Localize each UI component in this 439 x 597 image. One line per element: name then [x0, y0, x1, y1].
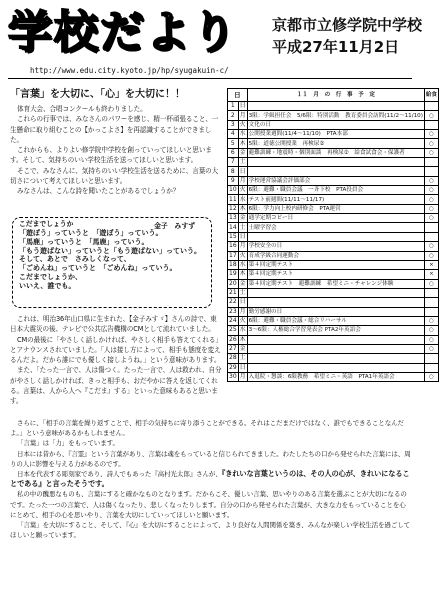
- schedule-lunch: [424, 167, 438, 176]
- schedule-event: [247, 167, 424, 176]
- schedule-day: 12: [229, 204, 237, 212]
- schedule-event: 通学定期コピー日: [247, 214, 424, 223]
- schedule-weekday: 月: [239, 373, 246, 381]
- header-title: １１ 月 の 行 事 予 定: [247, 89, 424, 102]
- schedule-lunch: ×: [424, 270, 438, 279]
- school-url[interactable]: http://www.edu.city.kyoto.jp/hp/syugakuin-c/: [30, 66, 229, 75]
- schedule-weekday: 金: [239, 214, 246, 222]
- schedule-weekday: 木: [239, 139, 246, 147]
- article-top: [10, 88, 222, 197]
- schedule-lunch: ○: [424, 130, 438, 139]
- schedule-lunch: ○: [424, 195, 438, 204]
- schedule-row: [228, 195, 439, 204]
- article-paragraph: 日本には昔から、『言霊』という言葉があり、言葉は魂をもっていると信じられてきました。わたしたちの口から発せられた言葉には、周りの人に影響を与える力があるのです。: [10, 449, 411, 468]
- article-paragraph: 私の中の醜悪なものも、言葉にすると確かなものとなります。だからこそ、優しい言葉、思いやりのある言葉を選ぶことが大切になるのです。たった一つの言葉で、人は傷くなったり、悲しくなったりします。自分の口から発せられた言葉が、大きな力をもっていることを心にとめて、相手の心を思いやり、言葉を大切にしていってほしいと願います。: [10, 490, 407, 519]
- article-paragraph: 体育大会、合唱コンクールも終わりました。: [17, 105, 147, 113]
- schedule-event: 6限：避難・職員会議 一斉下校 PTA役員会: [247, 186, 424, 195]
- schedule-event: 育成学級合同運動会: [247, 251, 424, 260]
- article-paragraph: これは、明治36年山口県に生まれた、【金子みすゞ】さんの詩で、東日本大震災の後、テレビで公共広告機構のCMとして流れていました。: [10, 315, 217, 334]
- header-lunch: 給食: [424, 89, 438, 102]
- schedule-row: [228, 298, 439, 307]
- poem-line: いいえ、誰でも。: [19, 281, 76, 290]
- schedule-row: [228, 363, 439, 372]
- poem-line: 「もう遊ばない」っていうと「もう遊ばない」っていう。: [19, 246, 201, 255]
- sculptor-quote: 『きれいな言葉というのは、その人の心が、きれいになることである』と言ったそうです。: [10, 469, 410, 489]
- poem-line: こだまでしょうか、: [19, 272, 82, 281]
- schedule-event: 第４回定期テスト 避難訓練 希望ミニ・チャレンジ体験: [247, 279, 424, 288]
- schedule-day: 16: [229, 242, 237, 250]
- schedule-row: [228, 130, 439, 139]
- schedule-row: [228, 120, 439, 129]
- schedule-event: 3～6限：人権総合学習発表会 PTA2年英語会: [247, 326, 424, 335]
- schedule-lunch: ○: [424, 344, 438, 353]
- schedule-day: 7: [228, 158, 239, 167]
- schedule-weekday: 水: [239, 130, 246, 138]
- schedule-row: [228, 354, 439, 363]
- schedule-day: 26: [229, 335, 237, 343]
- schedule-event: 公開授業週間(11/4～11/10) PTA本部: [247, 130, 424, 139]
- schedule-day: 8: [228, 167, 239, 176]
- schedule-event: 3限：学級担任会 5/6限：特別活動 教育委員会訪問(11/2～11/10): [248, 112, 423, 119]
- schedule-event: 6限：避難・職員会議・総合リハーサル: [247, 316, 424, 325]
- schedule-row: [228, 335, 439, 344]
- schedule-event: 6限：学力向上校内研修会 PTA運営: [247, 204, 424, 213]
- schedule-weekday: 水: [239, 326, 246, 334]
- schedule-lunch: ○: [424, 279, 438, 288]
- schedule-day: 27: [229, 345, 237, 353]
- schedule-weekday: 水: [239, 261, 246, 269]
- poem-box: [12, 217, 212, 308]
- article-paragraph: さらに、「相手の言葉を繰り返すことで、相手の気持ちに寄り添うことができる。それはこだまだけではなく、誰でもできることなんだよ。」という意味があるかもしれません。: [10, 419, 404, 438]
- schedule-lunch: ×: [424, 260, 438, 269]
- schedule-day: 20: [229, 279, 237, 287]
- schedule-lunch: [424, 232, 438, 241]
- schedule-day: 5: [228, 139, 239, 148]
- schedule-event: 第４回定期テスト: [247, 260, 424, 269]
- schedule-lunch: ○: [424, 335, 438, 344]
- schedule-weekday: 日: [239, 232, 246, 240]
- schedule-weekday: 木: [239, 204, 246, 212]
- schedule-day: 9: [228, 176, 239, 185]
- article-paragraph: 「言葉」は「力」をもっています。: [17, 439, 119, 448]
- schedule-weekday: 日: [239, 363, 246, 371]
- schedule-weekday: 金: [239, 345, 246, 353]
- header-day: 日: [228, 89, 248, 102]
- schedule-header-row: [228, 89, 439, 102]
- schedule-lunch: ○: [424, 204, 438, 213]
- schedule-lunch: ○: [424, 372, 438, 381]
- schedule-weekday: 月: [239, 111, 246, 119]
- schedule-lunch: [424, 223, 438, 232]
- schedule-lunch: ○: [424, 139, 438, 148]
- poem-line: そして、あとで さみしくなって、: [19, 255, 131, 264]
- schedule-lunch: ○: [424, 148, 438, 157]
- schedule-row: [228, 186, 439, 195]
- schedule-body: [228, 102, 439, 382]
- article-bottom: [10, 418, 412, 540]
- article-paragraph: みなさんは、こんな詩を聞いたことがあるでしょうか？: [17, 187, 180, 196]
- poem-title: こだまでしょうか: [19, 220, 74, 228]
- schedule-lunch: ○: [424, 176, 438, 185]
- poem-line: 「ごめんね」っていうと 「ごめんね」っていう。: [19, 264, 177, 273]
- issue-date: 平成27年11月2日: [272, 38, 400, 56]
- schedule-weekday: 土: [239, 223, 246, 231]
- schedule-weekday: 土: [239, 289, 246, 297]
- schedule-day: 29: [229, 363, 237, 371]
- schedule-day: 6: [228, 148, 239, 157]
- schedule-row: [228, 176, 439, 185]
- schedule-day: 14: [229, 223, 237, 231]
- schedule-lunch: [424, 307, 438, 316]
- schedule-weekday: 月: [239, 176, 246, 184]
- schedule-day: 17: [229, 251, 237, 259]
- schedule-weekday: 木: [239, 335, 246, 343]
- schedule-row: [228, 102, 439, 111]
- schedule-lunch: [424, 363, 438, 372]
- schedule-weekday: 金: [239, 148, 246, 156]
- schedule-event: 5限：道徳公開授業 再検尿②: [247, 139, 424, 148]
- schedule-weekday: 土: [239, 158, 246, 166]
- schedule-day: 10: [229, 186, 237, 194]
- schedule-row: [228, 326, 439, 335]
- schedule-row: [228, 214, 439, 223]
- article-paragraph: これらの行事では、みなさんのパワーを感じ、精一杯頑張ること、一生懸命に取り組むことの【かっこよさ】を再認識することができました。: [10, 115, 219, 144]
- header-divider: [8, 78, 412, 79]
- schedule-row: [228, 111, 439, 120]
- schedule-weekday: 火: [239, 120, 246, 128]
- schedule-weekday: 土: [239, 354, 246, 362]
- schedule-event: [247, 298, 424, 307]
- schedule-event: 文化の日: [247, 120, 424, 129]
- schedule-lunch: [424, 120, 438, 129]
- schedule-row: [228, 260, 439, 269]
- schedule-event: 土曜学習会: [247, 223, 424, 232]
- schedule-lunch: [424, 288, 438, 297]
- schedule-lunch: ○: [424, 242, 438, 251]
- schedule-event: 入退院・懇談：6限教務 希望ミニ・英語 PTA1年英語会: [247, 372, 424, 381]
- schedule-day: 18: [229, 261, 237, 269]
- schedule-day: 13: [229, 214, 237, 222]
- schedule-row: [228, 307, 439, 316]
- schedule-weekday: 月: [239, 307, 246, 315]
- article-paragraph: CMの最後に「やさしく話しかければ、やさしく相手も答えてくれる」とアナウンスされていました。「人は接し方によって、相手も態度を変えるんだよ。だから誰にでも優しく接しようね。」という意味があります。: [10, 335, 222, 365]
- schedule-lunch: ○: [424, 326, 438, 335]
- schedule-day: 2: [228, 111, 239, 120]
- schedule-weekday: 木: [239, 270, 246, 278]
- schedule-row: [228, 204, 439, 213]
- schedule-event: [247, 288, 424, 297]
- schedule-day: 28: [229, 354, 237, 362]
- schedule-row: [228, 242, 439, 251]
- schedule-weekday: 火: [239, 251, 246, 259]
- schedule-day: 22: [229, 298, 237, 306]
- schedule-weekday: 金: [239, 279, 246, 287]
- schedule-lunch: [424, 158, 438, 167]
- schedule-event: 第４回定期テスト: [247, 270, 424, 279]
- schedule-lunch: ○: [424, 186, 438, 195]
- schedule-event: [247, 232, 424, 241]
- schedule-day: 11: [229, 195, 237, 203]
- newsletter-title: 学校だより: [8, 7, 238, 58]
- schedule-event: [247, 158, 424, 167]
- schedule-event: [247, 102, 424, 111]
- schedule-event: 学校運営協議会評価部会: [247, 176, 424, 185]
- schedule-lunch: [424, 298, 438, 307]
- schedule-event: 学校安全の日: [247, 242, 424, 251]
- article-middle: [10, 314, 222, 407]
- schedule-day: 23: [229, 307, 237, 315]
- event-schedule-table: [227, 88, 439, 382]
- schedule-lunch: [424, 102, 438, 111]
- schedule-event: テスト前週間(11/11～11/17): [247, 195, 424, 204]
- schedule-event: [247, 363, 424, 372]
- schedule-row: [228, 279, 439, 288]
- schedule-row: [228, 232, 439, 241]
- schedule-weekday: 火: [239, 186, 246, 194]
- schedule-event: [247, 344, 424, 353]
- schedule-row: [228, 139, 439, 148]
- school-name: 京都市立修学院中学校: [272, 16, 423, 34]
- article-paragraph: また、「たった一言で、人は傷つく。たった一言で、人は救われ、自分がやさしく話しかければ、きっと相手も、おだやかに答えを返してくれる。言葉は、人から人へ『こだま』する」といった意味もあると思います。: [10, 366, 222, 406]
- article-paragraph: [10, 469, 412, 489]
- schedule-weekday: 日: [239, 167, 246, 175]
- schedule-weekday: 日: [239, 298, 246, 306]
- schedule-day: 1: [228, 102, 239, 111]
- poem-line: 「遊ぼう」っていうと 「遊ぼう」っていう。: [19, 229, 163, 237]
- schedule-row: [228, 344, 439, 353]
- schedule-weekday: 火: [239, 317, 246, 325]
- schedule-event: [247, 335, 424, 344]
- schedule-day: 15: [229, 232, 237, 240]
- schedule-row: [228, 270, 439, 279]
- schedule-weekday: 水: [239, 195, 246, 203]
- schedule-day: 4: [228, 130, 239, 139]
- schedule-lunch: ○: [424, 214, 438, 223]
- schedule-day: 19: [229, 270, 237, 278]
- schedule-day: 25: [229, 326, 237, 334]
- schedule-row: [228, 158, 439, 167]
- schedule-event: 勤労感謝の日: [247, 307, 424, 316]
- schedule-weekday: 月: [239, 242, 246, 250]
- schedule-day: 21: [229, 289, 237, 297]
- sculptor-intro: 日本を代表する彫刻家であり、詩人でもあった『高村光太郎』さんが、: [17, 470, 222, 479]
- schedule-row: [228, 148, 439, 157]
- schedule-day: 3: [228, 120, 239, 129]
- schedule-row: [228, 167, 439, 176]
- schedule-row: [228, 316, 439, 325]
- schedule-lunch: [424, 354, 438, 363]
- schedule-event: [247, 354, 424, 363]
- schedule-weekday: 日: [239, 102, 246, 110]
- schedule-row: [228, 372, 439, 381]
- schedule-lunch: ○: [424, 111, 438, 120]
- article-paragraph: そこで、みなさんに、気持ちのいい学校生活を送るために、言葉の大切さについて考えてほしいと思います。: [10, 166, 219, 186]
- poem-line: 「馬鹿」っていうと 「馬鹿」っていう。: [19, 237, 149, 246]
- schedule-day: 24: [229, 317, 237, 325]
- schedule-lunch: ○: [424, 316, 438, 325]
- poem-author: 金子 みすず: [154, 222, 195, 230]
- schedule-row: [228, 288, 439, 297]
- schedule-day: 30: [229, 373, 237, 381]
- article-paragraph: これからも、よりよい修学院中学校を創っていってほしいと思います。そして、気持ちのいい学校生活を送ってほしいと思います。: [10, 146, 212, 165]
- article-paragraph: 「言葉」を大切にすること、そして、『心』を大切にすることによって、より良好な人間関係を築き、みんなが楽しい学校生活を過ごしてほしいと願っています。: [10, 521, 411, 540]
- article-headline: 「言葉」を大切に、「心」を大切に！！: [10, 89, 185, 100]
- schedule-row: [228, 223, 439, 232]
- schedule-lunch: ○: [424, 251, 438, 260]
- schedule-row: [228, 251, 439, 260]
- schedule-event: 避難訓練・地震時・個別面談 再検尿② 給食試食会・保護者: [247, 148, 424, 157]
